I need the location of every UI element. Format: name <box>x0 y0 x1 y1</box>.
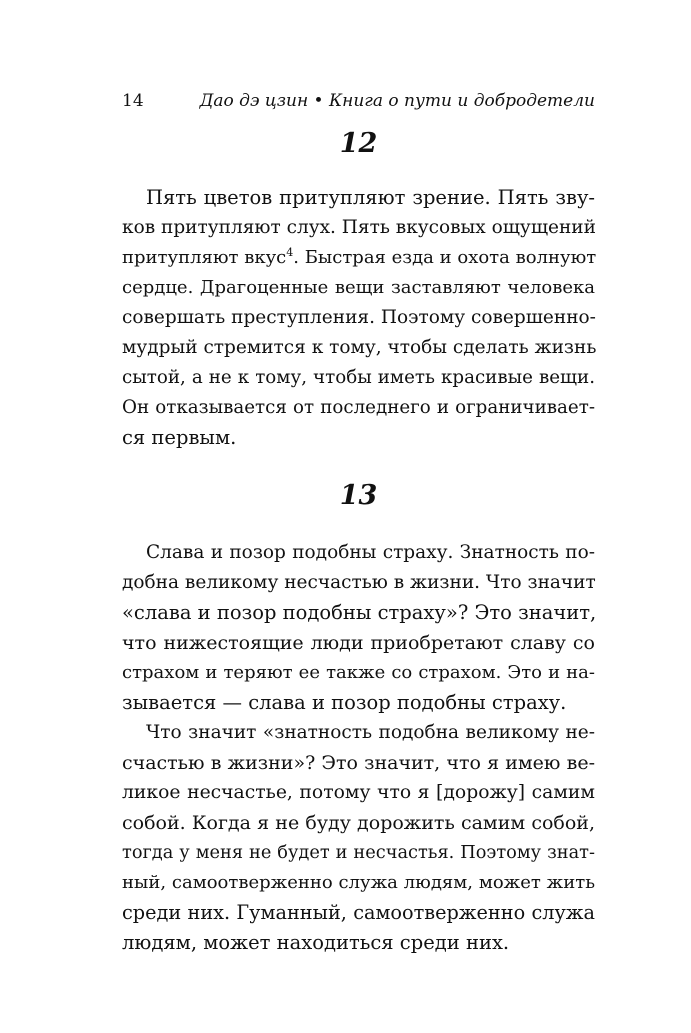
text-line: счастью в жизни»? Это значит, что я имею ве- <box>122 752 595 774</box>
text-line: что нижестоящие люди приобретают славу со <box>122 632 595 654</box>
text-line: «слава и позор подобны страху»? Это значит, <box>122 601 597 624</box>
text-line: мудрый стремится к тому, чтобы сделать жизнь <box>122 337 597 358</box>
footnote-marker[interactable]: 4 <box>286 246 294 259</box>
text-line: Пять цветов притупляют зрение. Пять зву- <box>146 186 595 209</box>
text-line: Что значит «знатность подобна великому не- <box>146 722 595 743</box>
text-line: среди них. Гуманный, самоотверженно служа <box>122 901 595 924</box>
text-line: ся первым. <box>122 426 237 449</box>
text-line: зывается — слава и позор подобны страху. <box>122 691 567 714</box>
text-line: тогда у меня не будет и несчастья. Поэтому знат- <box>122 843 595 863</box>
text-line: сердце. Драгоценные вещи заставляют человека <box>122 277 595 298</box>
text-line: людям, может находиться среди них. <box>122 931 510 954</box>
text-line: совершать преступления. Поэтому совершенно- <box>122 307 596 328</box>
text-line: притупляют вкус$^4$. Быстрая езда и охота волнуют <box>122 246 597 268</box>
chapter-12-heading: 12 <box>339 128 378 159</box>
text-line: Он отказывается от последнего и ограничивает- <box>122 397 595 418</box>
text-line: добна великому несчастью в жизни. Что значит <box>122 572 596 593</box>
text-line: собой. Когда я не буду дорожить самим собой, <box>122 812 595 834</box>
text-line: ков притупляют слух. Пять вкусовых ощущений <box>122 217 596 238</box>
chapter-13-text <box>122 538 595 958</box>
chapter-13-heading: 13 <box>339 480 378 511</box>
text-line: сытой, а не к тому, чтобы иметь красивые вещи. <box>122 367 595 388</box>
page-number: 14 <box>122 91 144 111</box>
text-line: Слава и позор подобны страху. Знатность по- <box>146 542 595 563</box>
text-line: ный, самоотверженно служа людям, может жить <box>122 872 595 893</box>
text-line: страхом и теряют ее также со страхом. Это и на- <box>122 662 595 683</box>
chapter-12-text <box>122 183 595 453</box>
text-line: ликое несчастье, потому что я [дорожу] самим <box>122 782 595 803</box>
running-title: Дао дэ цзин • Книга о пути и добродетели <box>199 91 595 111</box>
